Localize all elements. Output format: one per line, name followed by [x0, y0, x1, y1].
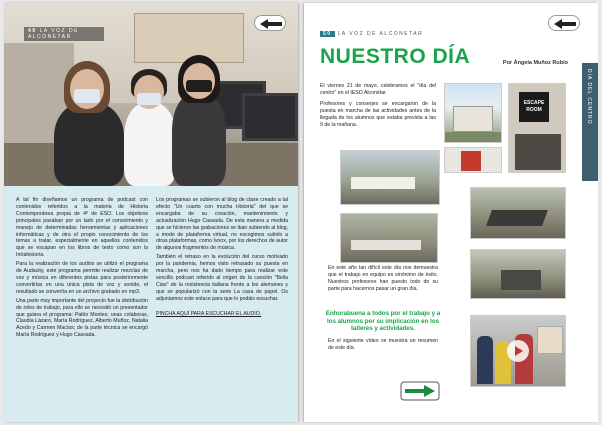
paragraph: Una parte muy importante del proyecto fue la distribución de roles de trabajo, para ello se necesitó un presentador que guiara el programa: Pablo Montes; unas colaboras, Claudia Lázaro, María Rodríguez, Alberto Muñoz, Natalia Acedo y Carmen Macías; de la parte técnica se encargó María Rodríguez y Hugo Cassada. [16, 297, 148, 339]
play-video-arrow-icon[interactable] [400, 381, 440, 406]
paragraph: Para la realización de los audios se utilizó el programa de Audacity, este programa permite realizar mezclas de voz y música en diferentes pistas para posteriormente convertirlas en una única pista de voz y sonido, el resultado se convertía en un archivo grabado en mp3. [16, 261, 148, 295]
photo-table [501, 270, 541, 290]
page-number: 49 [28, 28, 37, 34]
photo-face-mask [137, 93, 161, 105]
back-arrow-icon[interactable] [254, 15, 286, 31]
text-column-1 [16, 197, 148, 416]
left-page [4, 3, 298, 422]
author-byline: Por Ángela Muñoz Rubio [502, 60, 568, 66]
video-paragraph: En el siguiente vídeo se muestra un resumen de este día. [328, 338, 438, 351]
right-page [304, 3, 598, 422]
photo-shelf [134, 13, 244, 63]
paragraph: También el retraso en la evolución del curso motivado por la pandemia, hemos visto retrasado su puesta en marcha, pero nos ha dado tiempo para realizar este sencillo podcast referido al origen de la canción "Bella Ciao" de la resistencia italiana frente a los alemanes y que se popularizó con la serie La casa de papel. Os adjuntamos este enlace para que lo podáis escuchar. [156, 254, 288, 302]
escape-room-photo [508, 83, 566, 173]
photo-poster [537, 326, 563, 354]
photo-table [351, 177, 415, 189]
page-title: NUESTRO DÍA [320, 45, 471, 68]
page-header-left [24, 27, 104, 41]
magazine-name: LA VOZ DE ALCONETAR [28, 28, 79, 40]
photo-student [124, 103, 176, 186]
audio-link[interactable]: PINCHA AQUÍ PARA ESCUCHAR EL AUDIO. [156, 310, 262, 317]
paragraph: Los programas se subieron al blog de clase creado a tal efecto "Un cuarto con mucha Historia" del que se encargaba de su creación, mantenimiento y actualización Hugo Cassada. De esta manera a medida que se hicieron las grabaciones se iban subiendo al blog, a modo de plataforma virtual, no escogimos subirlo a otras plataformas, como Ivoox, por los derechos de autor de algunos fragmentos de música. [156, 197, 288, 252]
photo-student [172, 93, 226, 186]
photo-door [515, 134, 561, 170]
poster-board-photo [444, 147, 502, 173]
mid-paragraph: En este año tan difícil este día nos demuestra que el trabajo en equipo es sinónimo de éxito. Nuestros profesores han puesto todo de su parte para hacernos pasar un gran día. [328, 265, 438, 292]
outdoor-activity-photo [340, 150, 440, 205]
paragraph: A tal fin diseñamos un programa de podcast con contenidos referidos a la materia de Historia Contemporánea propia de 4º de ESO. Los objetivos principales pasaban por un lado por el conocimiento y manejo de determinadas herramientas y aplicaciones informáticas y de otra el propio conocimiento de los temas a tratar, especialmente en aquellos contenidos que se escapan en los libros de texto como son la Intrahistoria. [16, 197, 148, 259]
escape-room-poster: ESCAPE ROOM [519, 92, 549, 122]
photo-building [453, 106, 493, 132]
school-building-photo [444, 83, 502, 143]
students-podcast-photo [4, 3, 298, 186]
paragraph: Profesores y conserjes se encargaron de la puesta en marcha de las actividades antes de la llegada de los alumnos que estaba prevista a las 9 de la mañana. [320, 100, 436, 128]
section-sidebar-tab [582, 63, 598, 181]
photo-monitor [242, 93, 298, 141]
intro-text [320, 83, 436, 132]
garden-activity-photo [340, 213, 438, 263]
photo-student [477, 336, 493, 384]
photo-student [54, 103, 124, 186]
text-column-2 [156, 197, 288, 416]
page-header-right [320, 31, 423, 37]
highlight-quote: Enhorabuena a todos por el trabajo y a los alumnos por su implicación en los talleres y actividades. [325, 310, 441, 333]
section-label: DÍA DEL CENTRO [586, 69, 592, 125]
back-arrow-icon[interactable] [548, 15, 580, 31]
paragraph: El viernes 21 de mayo, celebramos el "día del centro" en el IESO Alconétar. [320, 83, 436, 96]
photo-grass [445, 132, 502, 143]
photo-face-mask [186, 80, 212, 92]
patio-photo [470, 249, 566, 299]
photo-table [351, 240, 421, 250]
play-button-icon[interactable] [507, 340, 529, 362]
photo-poster [461, 151, 481, 171]
article-text-panel [4, 186, 298, 422]
photo-workbench [486, 210, 548, 226]
magazine-name: LA VOZ DE ALCONETAR [337, 31, 424, 37]
page-number: 50 [320, 31, 335, 37]
photo-face-mask [74, 89, 100, 103]
workshop-table-photo [470, 187, 566, 239]
students-video-thumbnail[interactable] [470, 315, 566, 387]
